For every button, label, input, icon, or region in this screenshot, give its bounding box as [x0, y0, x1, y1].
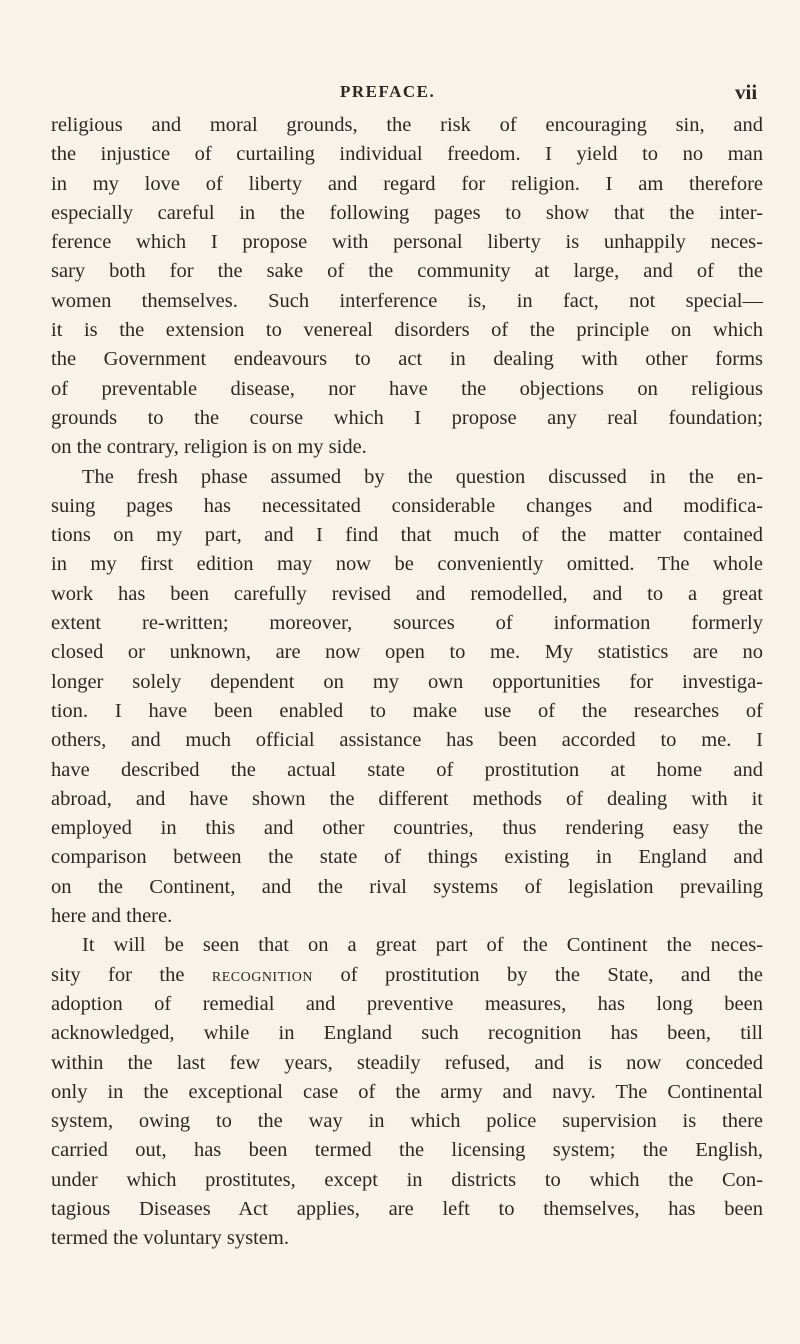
- text-line: work has been carefully revised and remodelled, and to a great: [51, 582, 763, 605]
- text-line: here and there.: [51, 905, 173, 928]
- text-line: the Government endeavours to act in dealing with other forms: [51, 348, 763, 371]
- text-line: religious and moral grounds, the risk of encouraging sin, and: [51, 114, 763, 136]
- text-line: of preventable disease, nor have the objections on religious: [51, 377, 763, 400]
- text-line: on the contrary, religion is on my side.: [51, 436, 367, 459]
- text-line: under which prostitutes, except in districts to which the Con-: [51, 1168, 763, 1191]
- text-line: it is the extension to venereal disorders of the principle on which: [51, 319, 763, 342]
- text-line: tion. I have been enabled to make use of the researches of: [51, 699, 763, 722]
- text-line: closed or unknown, are now open to me. My statistics are no: [51, 641, 763, 664]
- text-line: in my first edition may now be conveniently omitted. The whole: [51, 553, 763, 576]
- text-line: acknowledged, while in England such recognition has been, till: [51, 1022, 763, 1045]
- running-head: PREFACE.: [340, 82, 436, 101]
- text-line: others, and much official assistance has been accorded to me. I: [51, 729, 763, 752]
- text-line: system, owing to the way in which police supervision is there: [51, 1110, 763, 1133]
- page-number: vii: [735, 80, 758, 104]
- text-line: It will be seen that on a great part of the Continent the neces-: [82, 934, 763, 957]
- text-line: longer solely dependent on my own opportunities for investiga-: [51, 670, 763, 693]
- text-line: on the Continent, and the rival systems of legislation prevailing: [51, 875, 763, 898]
- small-caps-word: recognition: [211, 963, 314, 986]
- text-line: sity for the recognition of prostitution by the State, and the: [51, 963, 763, 986]
- text-line: suing pages has necessitated considerable changes and modifica-: [51, 494, 763, 517]
- text-line: extent re-written; moreover, sources of information formerly: [51, 612, 763, 635]
- text-line: only in the exceptional case of the army and navy. The Continental: [51, 1080, 763, 1103]
- text-line: ference which I propose with personal liberty is unhappily neces-: [51, 231, 763, 254]
- text-line: The fresh phase assumed by the question discussed in the en-: [82, 465, 763, 488]
- body-text: [51, 111, 763, 1254]
- text-line: have described the actual state of prostitution at home and: [51, 758, 763, 781]
- text-line: employed in this and other countries, thus rendering easy the: [51, 817, 763, 840]
- text-line: grounds to the course which I propose any real foundation;: [51, 406, 763, 429]
- text-line: in my love of liberty and regard for religion. I am therefore: [51, 172, 763, 195]
- text-line: within the last few years, steadily refused, and is now conceded: [51, 1051, 763, 1074]
- text-line: adoption of remedial and preventive measures, has long been: [51, 992, 763, 1015]
- text-line: the injustice of curtailing individual freedom. I yield to no man: [51, 143, 763, 166]
- text-line: carried out, has been termed the licensing system; the English,: [51, 1139, 763, 1162]
- text-line: abroad, and have shown the different methods of dealing with it: [51, 787, 763, 810]
- text-line: comparison between the state of things existing in England and: [51, 846, 763, 869]
- text-line: especially careful in the following pages to show that the inter-: [51, 201, 763, 224]
- text-line: termed the voluntary system.: [51, 1227, 289, 1250]
- text-line: women themselves. Such interference is, in fact, not special—: [51, 289, 763, 312]
- text-line: sary both for the sake of the community at large, and of the: [51, 260, 763, 283]
- text-line: tagious Diseases Act applies, are left to themselves, has been: [51, 1197, 763, 1220]
- text-line: tions on my part, and I find that much of the matter contained: [51, 524, 763, 547]
